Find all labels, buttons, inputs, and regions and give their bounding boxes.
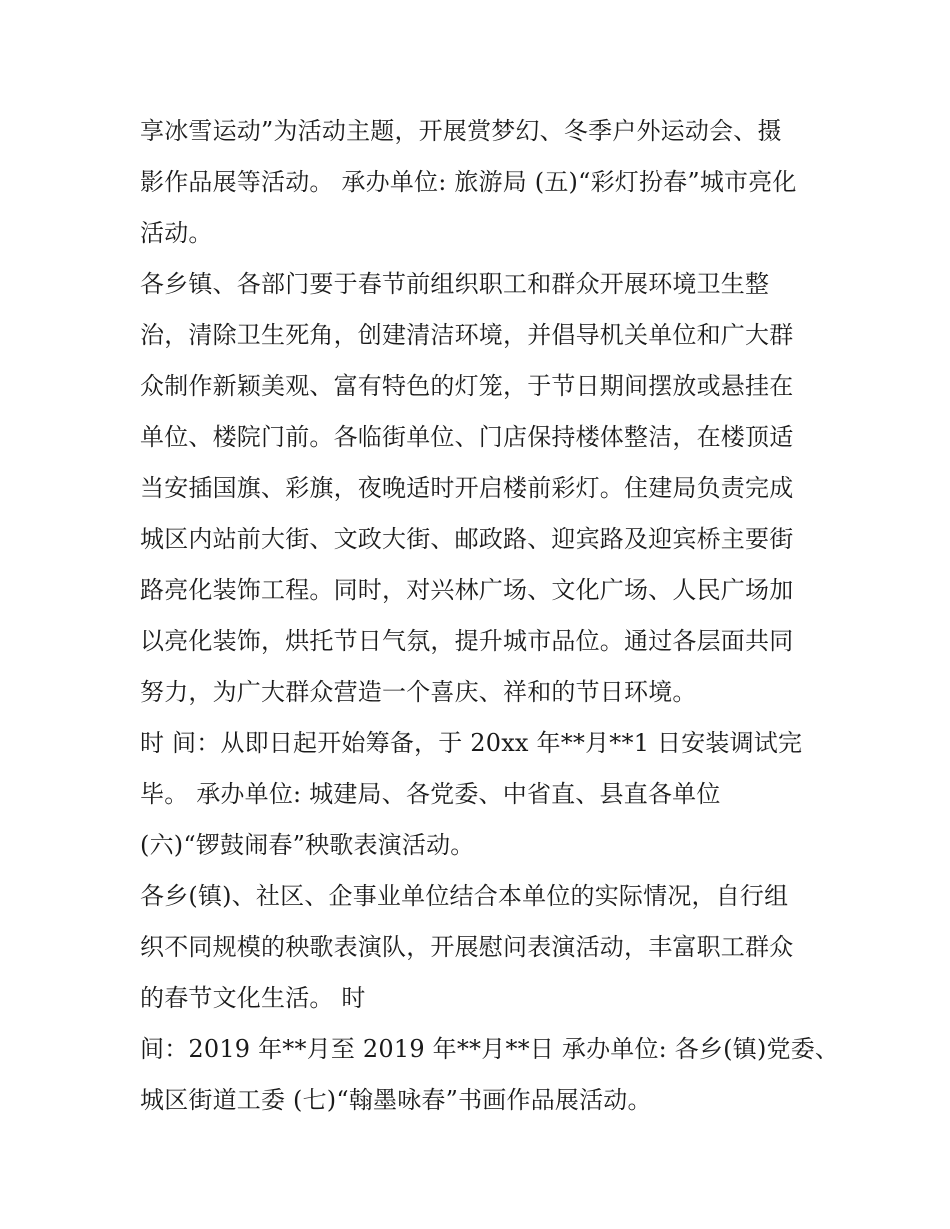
text-line: 当安插国旗、彩旗，夜晚适时开启楼前彩灯。住建局负责完成 [140, 474, 794, 502]
text-line: 毕。 承办单位: 城建局、各党委、中省直、县直各单位 [140, 780, 721, 808]
text-line: 众制作新颖美观、富有特色的灯笼，于节日期间摆放或悬挂在 [140, 372, 794, 400]
text-line: 时 间：从即日起开始筹备，于 20xx 年**月**1 日安装调试完 [140, 729, 803, 757]
text-line: 影作品展等活动。 承办单位: 旅游局 (五)“彩灯扮春”城市亮化 [140, 168, 797, 196]
text-line: 活动。 [140, 219, 213, 247]
text-line: 织不同规模的秧歌表演队，开展慰问表演活动，丰富职工群众 [140, 933, 794, 961]
text-line: 努力，为广大群众营造一个喜庆、祥和的节日环境。 [140, 678, 697, 706]
text-line: 间：2019 年**月至 2019 年**月**日 承办单位: 各乡(镇)党委、 [140, 1035, 840, 1063]
text-line: 治，清除卫生死角，创建清洁环境，并倡导机关单位和广大群 [140, 321, 794, 349]
text-line: (六)“锣鼓闹春”秧歌表演活动。 [140, 831, 475, 859]
text-line: 各乡(镇)、社区、企事业单位结合本单位的实际情况，自行组 [140, 882, 789, 910]
text-line: 城区内站前大街、文政大街、邮政路、迎宾路及迎宾桥主要街 [140, 525, 794, 553]
text-line: 各乡镇、各部门要于春节前组织职工和群众开展环境卫生整 [140, 270, 770, 298]
text-line: 的春节文化生活。 时 [140, 984, 366, 1012]
text-line: 路亮化装饰工程。同时，对兴林广场、文化广场、人民广场加 [140, 576, 794, 604]
text-line: 享冰雪运动”为活动主题，开展赏梦幻、冬季户外运动会、摄 [140, 117, 782, 145]
document-body [140, 106, 840, 1126]
text-line: 以亮化装饰，烘托节日气氛，提升城市品位。通过各层面共同 [140, 627, 794, 655]
text-line: 城区街道工委 (七)“翰墨咏春”书画作品展活动。 [140, 1086, 652, 1114]
text-line: 单位、楼院门前。各临街单位、门店保持楼体整洁，在楼顶适 [140, 423, 794, 451]
